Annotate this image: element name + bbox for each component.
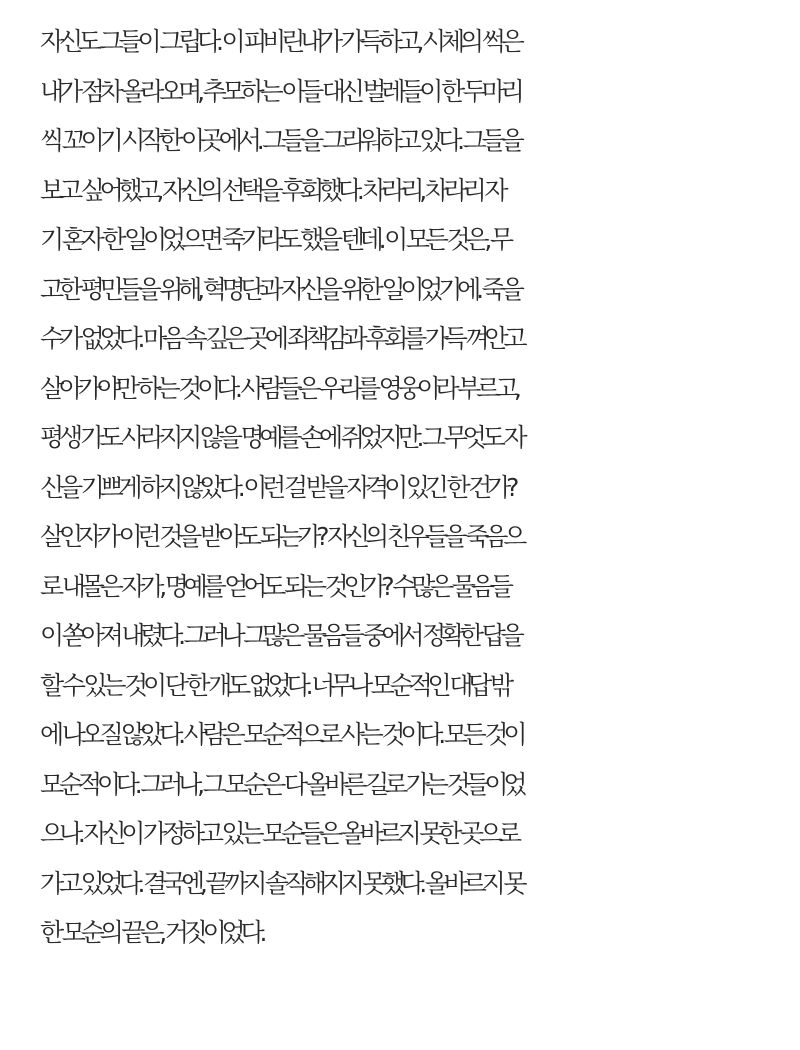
- text-line: 수가 없었다. 마음 속 깊은 곳에 죄책감과 후회를 가득 껴안고: [40, 324, 523, 353]
- text-line: 이 쏟아져 내렸다. 그러나 그많은 물음들 중에서 정확한 답을: [40, 621, 520, 650]
- text-line: 기 혼자 한 일이었으면 죽기라도 했을 텐데. 이 모든 것은, 무: [40, 225, 509, 254]
- text-line: 살인자가 이런 것을 받아도 되는가? 자신의 친우들을 죽음으: [40, 522, 523, 551]
- text-line: 씩 꼬이기 시작한 이곳에서. 그들을 그리워하고 있다. 그들을: [40, 126, 520, 155]
- text-line: 할 수 있는 것이 단 한 개도 없었다. 너무나 모순적인 대답 밖: [40, 670, 509, 700]
- text-line: 모순적이다. 그러나, 그 모순은 다 올바른 길로 가는 것들이었: [40, 769, 523, 799]
- text-line: 한 모순의 끝은, 거짓이었다.: [40, 918, 263, 947]
- text-line: 가고 있었다. 결국엔, 끝까지 솔직해지지 못했다. 올바르지 못: [40, 868, 523, 898]
- text-line: 보고 싶어했고, 자신의 선택을 후회했다. 차라리, 차라리 자: [40, 175, 504, 205]
- text-line: 평생 가도 사라지지 않을 명예를 손에 쥐었지만. 그 무엇도 자: [40, 423, 523, 452]
- text-line: 고한 평민들을 위해, 혁명단과 자신을 위한 일이었기에. 죽을: [40, 274, 520, 304]
- text-line: 자신도 그들이 그립다. 이 피비린내가 가득하고, 시체의 썩은: [40, 27, 520, 56]
- text-line: 내가 점차 올라오며, 추모하는 이들 대신 벌레들이 한 두마리: [40, 76, 520, 106]
- text-line: 살아가야만 하는 것이다. 사람들은 우리를 영웅이라 부르고,: [40, 373, 517, 403]
- text-line: 로 내몰은 자가, 명예를 얻어도 되는 것인가? 수많은 물음들: [40, 571, 509, 601]
- text-line: 에 나오질 않았다. 사람은 모순적으로 사는 것이다. 모든 것이: [40, 720, 523, 749]
- text-line: 으나. 자신이 가정하고 있는 모순들은 올바르지 못한 곳으로: [40, 819, 517, 848]
- text-line: 신을 기쁘게 하지 않았다. 이런 걸 받을 자격이 있긴 한 건가?: [40, 472, 515, 502]
